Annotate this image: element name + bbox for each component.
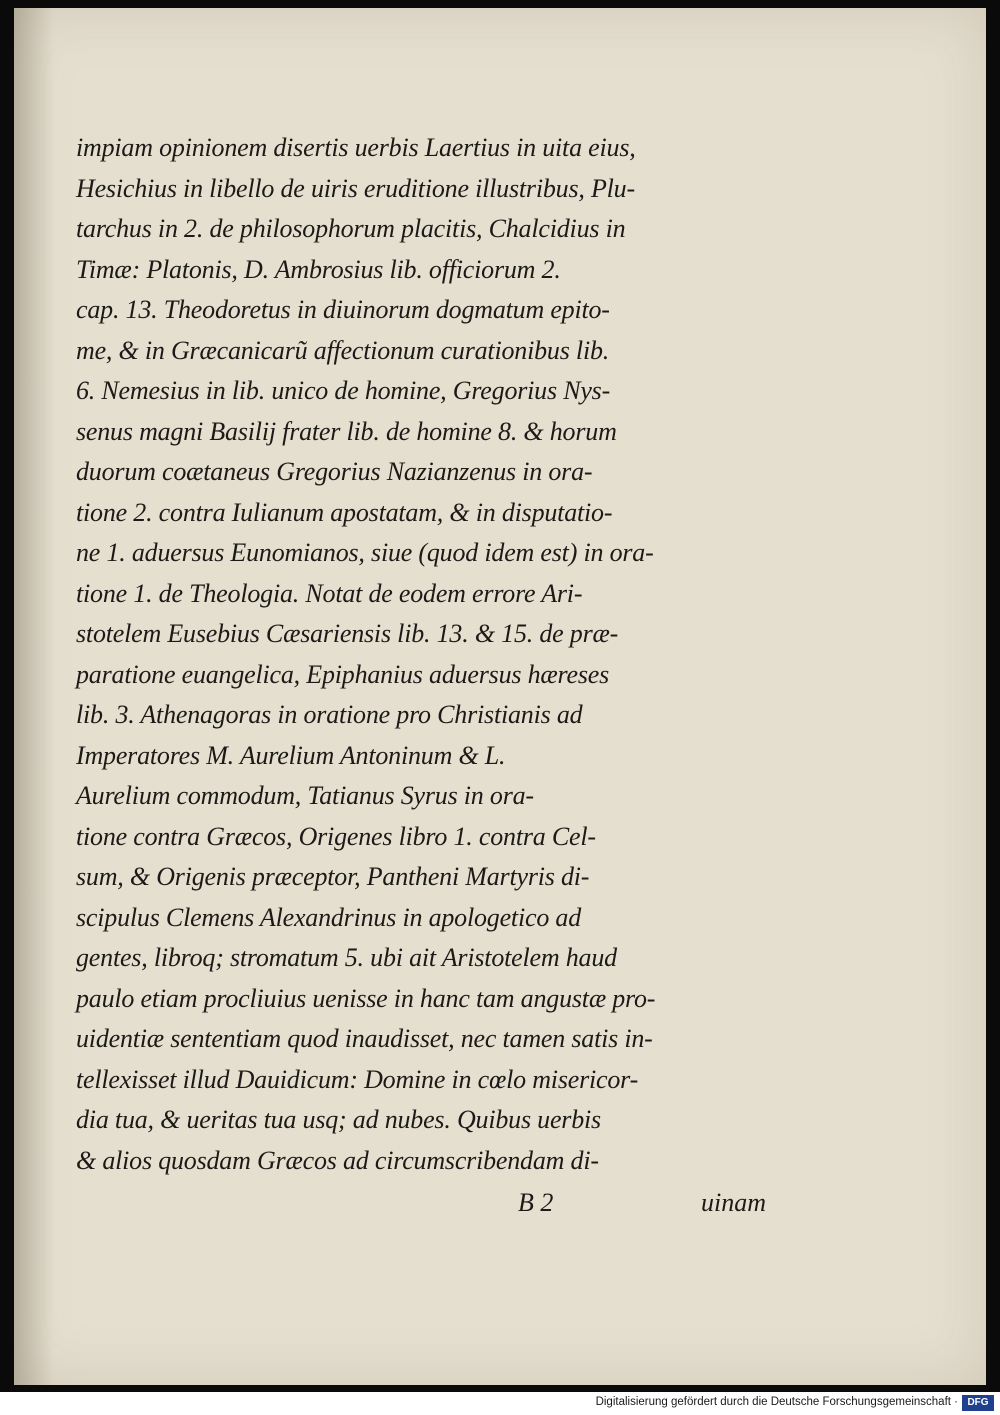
body-text [76,128,776,1181]
book-page [14,8,986,1385]
text-line: impiam opinionem disertis uerbis Laertius in uita eius, [76,133,636,162]
text-line: lib. 3. Athenagoras in oratione pro Christianis ad [76,700,583,729]
text-line: tione 1. de Theologia. Notat de eodem errore Ari- [76,578,583,608]
text-line: senus magni Basilij frater lib. de homine 8. & horum [76,416,617,446]
text-line: 6. Nemesius in lib. unico de homine, Gregorius Nys- [76,376,611,405]
page-gutter-shadow [14,8,54,1385]
text-line: tellexisset illud Dauidicum: Domine in cœlo misericor- [76,1064,639,1094]
dfg-logo: DFG [962,1395,994,1411]
text-line: & alios quosdam Græcos ad circumscribendam di- [76,1145,599,1175]
signature-mark: B 2 [518,1188,554,1217]
text-line: cap. 13. Theodoretus in diuinorum dogmatum epito- [76,295,610,324]
text-line: dia tua, & ueritas tua usq; ad nubes. Quibus uerbis [76,1105,601,1134]
text-line: Hesichius in libello de uiris eruditione illustribus, Plu- [76,173,635,203]
text-line: sum, & Origenis præceptor, Pantheni Martyris di- [76,862,590,891]
text-line: duorum coætaneus Gregorius Nazianzenus in ora- [76,457,593,486]
text-line: Imperatores M. Aurelium Antoninum & L. [76,740,506,770]
text-line: paratione euangelica, Epiphanius aduersus hæreses [76,659,610,689]
text-line: me, & in Græcanicarũ affectionum curationibus lib. [76,335,610,365]
text-line: Aurelium commodum, Tatianus Syrus in ora- [76,781,534,810]
credit-bar [0,1392,1000,1415]
text-line: tarchus in 2. de philosophorum placitis, Chalcidius in [76,214,626,243]
catchword: uinam [701,1188,766,1217]
text-line: paulo etiam procliuius uenisse in hanc tam angustæ pro- [76,983,656,1013]
text-line: Timæ: Platonis, D. Ambrosius lib. officiorum 2. [76,254,561,284]
text-line: tione contra Græcos, Origenes libro 1. contra Cel- [76,821,596,851]
text-line: tione 2. contra Iulianum apostatam, & in disputatio- [76,497,613,527]
page-footer [76,1188,776,1230]
text-line: gentes, libroq; stromatum 5. ubi ait Aristotelem haud [76,943,617,972]
text-line: scipulus Clemens Alexandrinus in apologetico ad [76,902,582,932]
credit-text: Digitalisierung gefördert durch die Deutsche Forschungsgemeinschaft · [595,1396,958,1408]
text-line: uidentiæ sententiam quod inaudisset, nec tamen satis in- [76,1024,653,1053]
text-line: ne 1. aduersus Eunomianos, siue (quod idem est) in ora- [76,538,654,567]
text-line: stotelem Eusebius Cæsariensis lib. 13. & 15. de præ- [76,619,619,648]
